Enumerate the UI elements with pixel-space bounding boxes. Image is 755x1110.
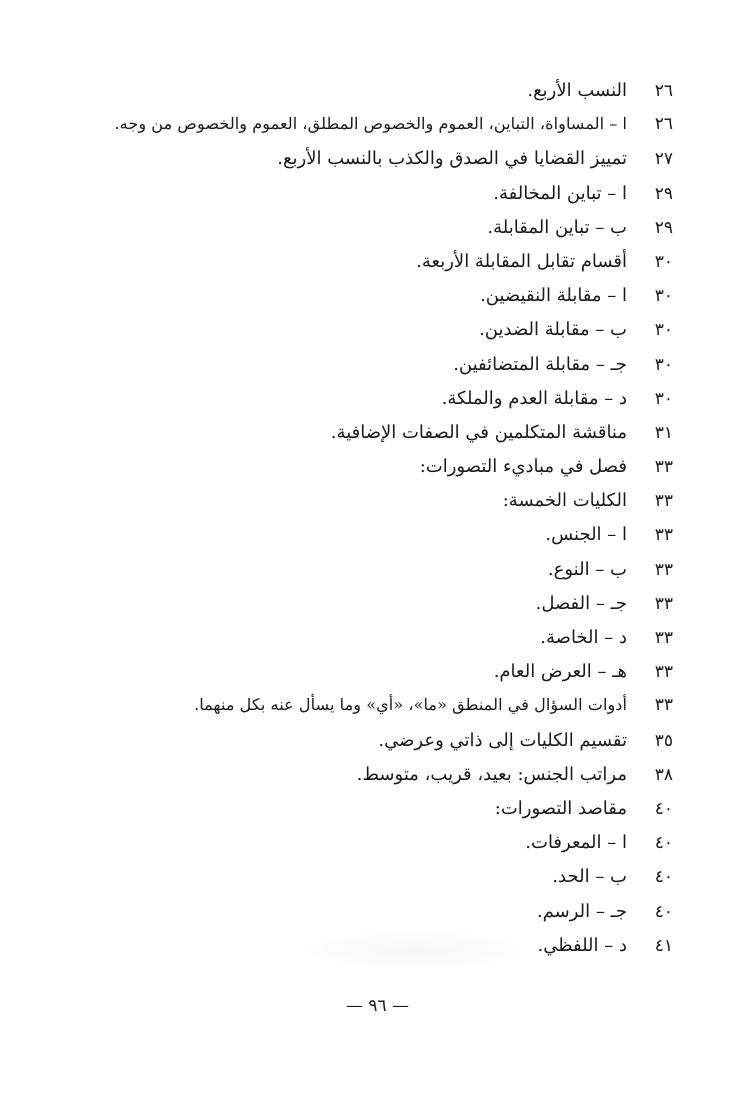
toc-entry <box>73 319 673 353</box>
toc-page-number: ٣٥ <box>654 730 673 751</box>
toc-title: أدوات السؤال في المنطق «ما»، «أي» وما يسأل عنه بكل منهما. <box>194 695 627 715</box>
toc-page-number: ٣٠ <box>654 251 673 272</box>
toc-entry <box>73 148 673 182</box>
toc-entry <box>73 627 673 661</box>
toc-page-number: ٤٠ <box>654 833 673 854</box>
toc-entry <box>73 490 673 524</box>
toc-page-number: ٣٣ <box>654 662 673 683</box>
toc-page-number: ٣٣ <box>654 695 673 716</box>
toc-page-number: ٢٦ <box>654 114 673 135</box>
toc-page-number: ٣٣ <box>654 593 673 614</box>
toc-page-number: ٣١ <box>654 422 673 443</box>
page-footer <box>0 996 755 1016</box>
toc-entry <box>73 114 673 148</box>
toc-title: ب – تباين المقابلة. <box>487 216 627 238</box>
toc-entry <box>73 217 673 251</box>
toc-page-number: ٣٠ <box>654 286 673 307</box>
toc-title: د – مقابلة العدم والملكة. <box>441 387 627 409</box>
toc-page-number: ٣٣ <box>654 457 673 478</box>
toc-page-number: ٣٣ <box>654 559 673 580</box>
toc-entry <box>73 183 673 217</box>
toc-entry <box>73 695 673 729</box>
toc-entry <box>73 285 673 319</box>
toc-title: ب – الحد. <box>552 866 627 888</box>
toc-title: د – الخاصة. <box>540 627 627 648</box>
toc-entry <box>73 661 673 695</box>
toc-entry <box>73 524 673 558</box>
toc-entry <box>73 901 673 935</box>
toc-entry <box>73 935 673 969</box>
toc-title: ب – النوع. <box>547 558 627 580</box>
toc-page-number: ٢٩ <box>654 183 673 204</box>
toc-title: هـ – العرض العام. <box>493 661 627 683</box>
toc-page-number: ٣٠ <box>654 354 673 375</box>
toc-title: د – اللفظي. <box>537 934 627 956</box>
toc-entry <box>73 559 673 593</box>
toc-title: ا – مقابلة النقيضين. <box>480 285 627 307</box>
toc-entry <box>73 80 673 114</box>
toc-page-number: ٣٠ <box>654 388 673 409</box>
toc-page-number: ٣٣ <box>654 525 673 546</box>
table-of-contents <box>73 80 673 969</box>
toc-entry <box>73 456 673 490</box>
toc-entry <box>73 866 673 900</box>
toc-title: ا – الجنس. <box>545 524 627 546</box>
toc-entry <box>73 388 673 422</box>
toc-title: تقسيم الكليات إلى ذاتي وعرضي. <box>378 729 627 751</box>
toc-title: مراتب الجنس: بعيد، قريب، متوسط. <box>356 763 627 785</box>
toc-page-number: ٣٠ <box>654 320 673 341</box>
toc-title: ب – مقابلة الضدين. <box>479 319 627 341</box>
toc-page-number: ٣٣ <box>654 628 673 648</box>
toc-title: تمييز القضايا في الصدق والكذب بالنسب الأربع. <box>277 148 627 170</box>
toc-title: أقسام تقابل المقابلة الأربعة. <box>416 250 627 272</box>
toc-title: مناقشة المتكلمين في الصفات الإضافية. <box>330 421 627 443</box>
toc-title: الكليات الخمسة: <box>502 490 627 512</box>
toc-page-number: ٤٠ <box>654 867 673 888</box>
toc-entry <box>73 832 673 866</box>
toc-page-number: ٤٠ <box>654 901 673 922</box>
toc-title: النسب الأربع. <box>527 80 627 101</box>
toc-entry <box>73 764 673 798</box>
toc-title: جـ – الفصل. <box>535 592 627 614</box>
toc-title: ا – تباين المخالفة. <box>493 182 627 204</box>
toc-entry <box>73 251 673 285</box>
toc-title: جـ – مقابلة المتضائفين. <box>453 353 627 375</box>
toc-entry <box>73 354 673 388</box>
toc-page-number: ٣٨ <box>654 764 673 785</box>
toc-page-number: ٢٦ <box>654 81 673 101</box>
toc-title: ا – المساواة، التباين، العموم والخصوص المطلق، العموم والخصوص من وجه. <box>114 114 627 134</box>
toc-page-number: ٤٠ <box>654 798 673 819</box>
toc-title: مقاصد التصورات: <box>494 797 627 819</box>
toc-entry <box>73 593 673 627</box>
toc-entry <box>73 798 673 832</box>
toc-title: جـ – الرسم. <box>536 900 627 922</box>
toc-title: ا – المعرفات. <box>525 832 627 854</box>
toc-page-number: ٢٧ <box>654 149 673 170</box>
toc-entry <box>73 730 673 764</box>
page-number: — ٩٦ — <box>345 996 410 1016</box>
toc-page-number: ٤١ <box>654 935 673 956</box>
toc-title: فصل في مباديء التصورات: <box>419 456 627 478</box>
toc-entry <box>73 422 673 456</box>
toc-page-number: ٣٣ <box>654 491 673 512</box>
toc-page-number: ٢٩ <box>654 217 673 238</box>
